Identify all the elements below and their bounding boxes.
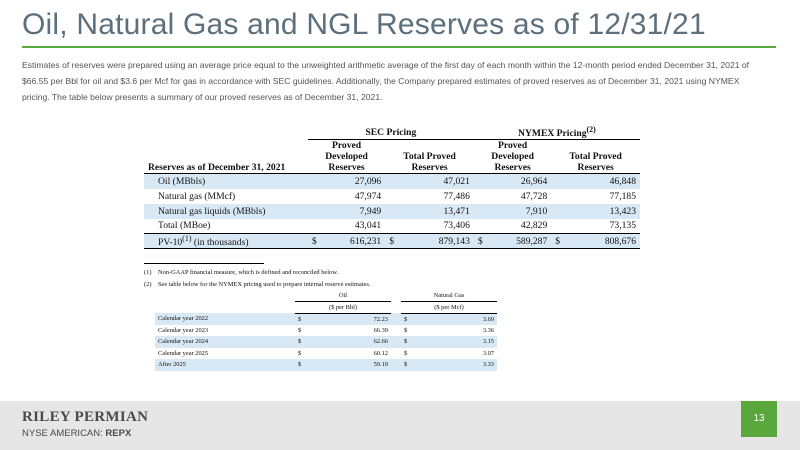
pv10-label: PV-10$^{(1)}$ (in thousands) — [144, 234, 308, 249]
title-divider — [22, 46, 776, 48]
intro-paragraph: Estimates of reserves were prepared using an average price equal to the unweighted arithmetic average of the first day of each month within the 12-month period ended December 31, 2021 of $66.55 per Bbl for oil and $3.6 per Mcf for gas in accordance with SEC guidelines. Additionally, the Company prepared estimates of proved reserves as of December 31, 2021 using NYMEX pricing. The table below presents a summary of our proved reserves as of December 31, 2021. — [22, 60, 750, 102]
sec-pricing-header: SEC Pricing — [308, 125, 474, 140]
pv10-row: PV-10$^{(1)}$ (in thousands) $ 616,231 $ 879,143 $ 589,287 $ 808,676 — [144, 234, 640, 249]
nymex-total-header: Total Proved Reserves — [551, 140, 640, 174]
nymex-oil-header: Oil — [295, 290, 391, 302]
nymex-pd-header: Proved Developed Reserves — [474, 140, 551, 174]
sec-total-header: Total Proved Reserves — [385, 140, 474, 174]
reserves-row-header: Reserves as of December 31, 2021 — [144, 140, 308, 174]
nymex-gas-unit: ($ per Mcf) — [401, 302, 497, 314]
footnotes — [144, 267, 370, 291]
table-row: Calendar year 2023 $ 66.39 $ 3.36 — [158, 326, 494, 334]
nymex-pricing-table — [155, 290, 497, 371]
nymex-oil-unit: ($ per Bbl) — [295, 302, 391, 314]
table-row: Oil (MBbls) 27,096 47,021 26,964 46,848 — [144, 174, 640, 189]
footnote-divider — [144, 263, 264, 264]
table-row: After 2025 $ 59.19 $ 3.33 — [155, 359, 497, 371]
nymex-pricing-header: NYMEX Pricing$^{(2)}$ — [474, 125, 640, 140]
footnote: (1) Non-GAAP financial measure, which is defined and reconciled below. — [144, 269, 339, 276]
page-title: Oil, Natural Gas and NGL Reserves as of 12/31/21 — [22, 8, 706, 41]
table-row: Calendar year 2024 $ 62.66 $ 3.15 — [155, 336, 497, 348]
table-row: Natural gas liquids (MBbls) 7,949 13,471 7,910 13,423 — [144, 204, 640, 219]
page-number: 13 — [741, 401, 777, 437]
footnote: (2) See table below for the NYMEX pricing used to prepare internal reserve estimates. — [144, 281, 371, 288]
nymex-header-row — [155, 290, 497, 302]
nymex-unit-row — [155, 302, 497, 314]
table-row: Calendar year 2022 $ 72.23 $ 3.69 — [155, 313, 497, 325]
sec-pd-header: Proved Developed Reserves — [308, 140, 385, 174]
reserves-column-header-row — [144, 140, 640, 174]
table-row: Natural gas (MMcf) 47,974 77,486 47,728 77,185 — [158, 190, 636, 202]
exchange-ticker: NYSE AMERICAN: REPX — [22, 428, 132, 439]
footer-bar — [0, 401, 800, 450]
company-logo: RILEY PERMIAN — [22, 409, 149, 425]
reserves-group-header-row — [144, 125, 640, 140]
nymex-gas-header: Natural Gas — [401, 290, 497, 302]
table-row: Total (MBoe) 43,041 73,406 42,829 73,135 — [144, 219, 640, 234]
reserves-table — [144, 125, 640, 249]
table-row: Calendar year 2025 $ 60.12 $ 3.07 — [158, 349, 494, 357]
